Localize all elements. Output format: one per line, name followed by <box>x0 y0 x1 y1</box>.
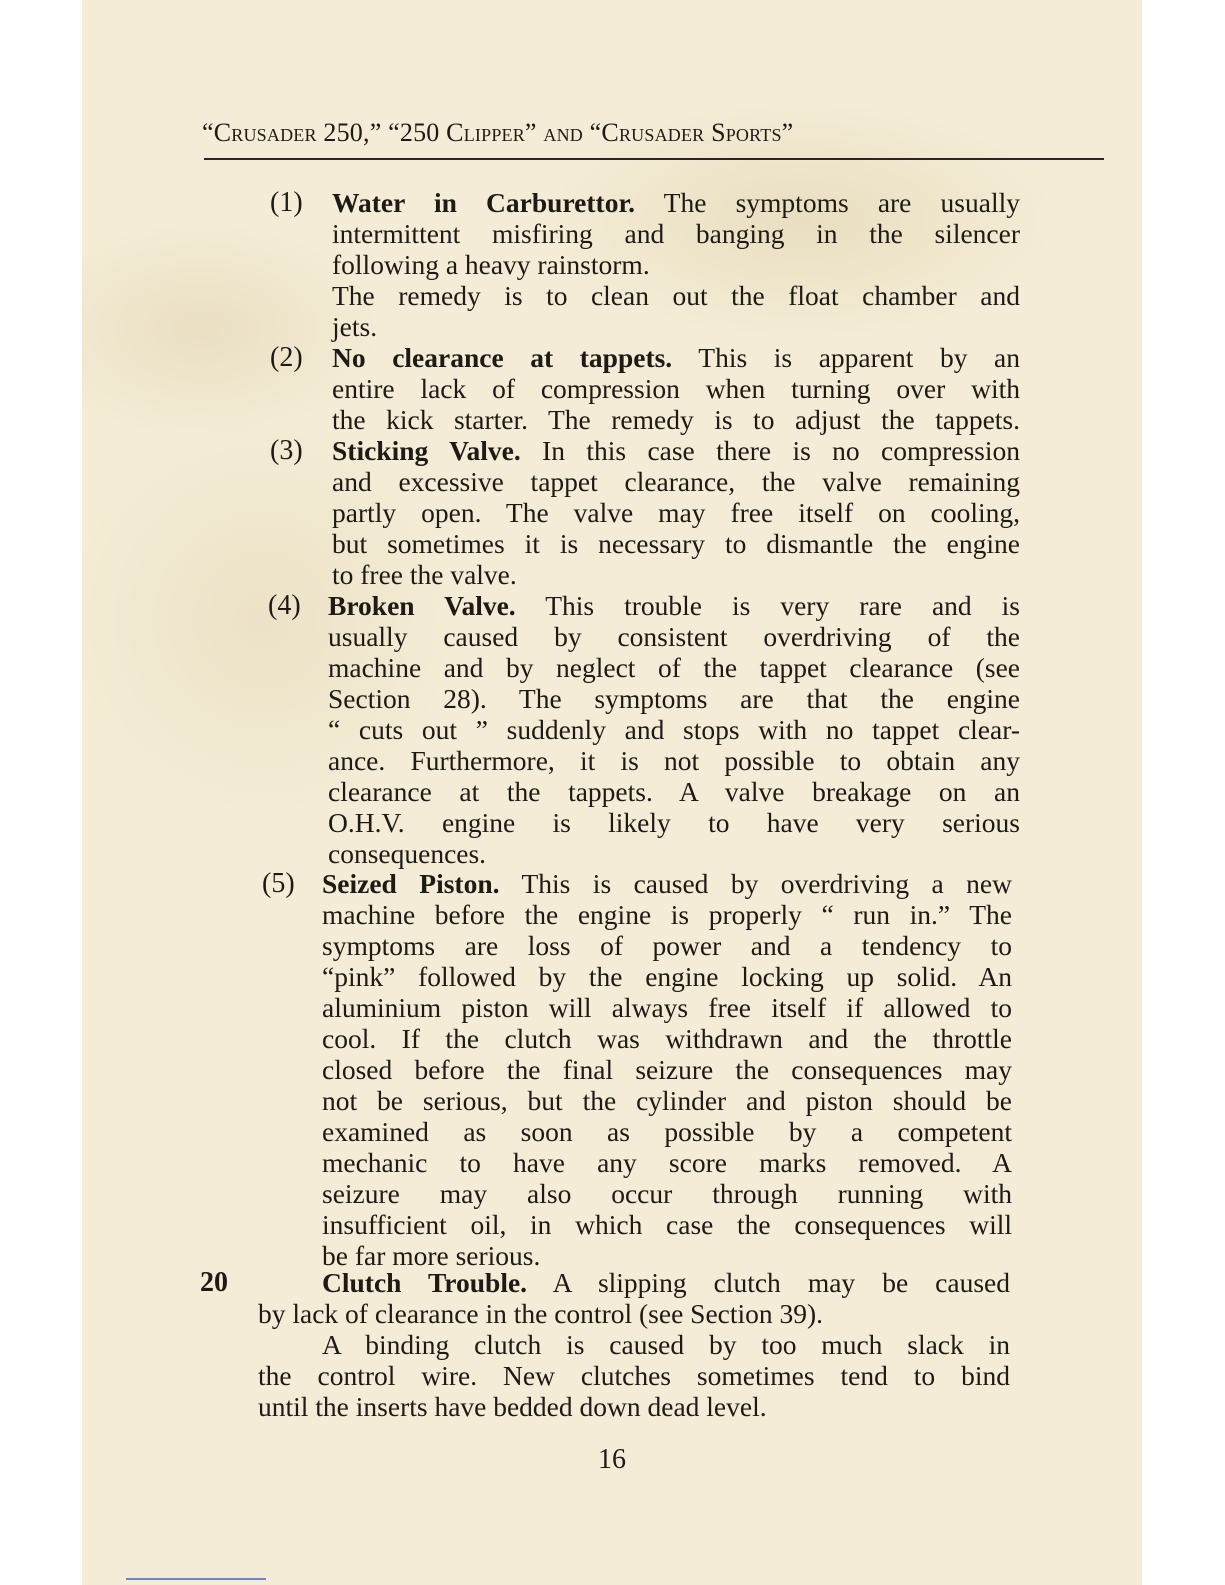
item-line: symptoms are loss of power and a tendency to <box>322 930 1012 961</box>
item-line: entire lack of compression when turning over with <box>332 373 1020 404</box>
item-line: examined as soon as possible by a competent <box>322 1116 1012 1147</box>
item-line: but sometimes it is necessary to dismantle the engine <box>332 528 1020 559</box>
item-first-line <box>328 590 1020 621</box>
item-line: O.H.V. engine is likely to have very serious <box>328 807 1020 838</box>
header-rule <box>204 158 1104 160</box>
item-line: be far more serious. <box>322 1240 541 1271</box>
item-line: “pink” followed by the engine locking up solid. An <box>322 961 1012 992</box>
item-line: aluminium piston will always free itself if allowed to <box>322 992 1012 1023</box>
section-first-line <box>322 1267 1010 1298</box>
item-title: Broken Valve. <box>328 590 516 621</box>
section-text: A slipping clutch may be caused <box>552 1267 1011 1298</box>
item-text: This is apparent by an <box>698 342 1020 373</box>
item-line: ance. Furthermore, it is not possible to obtain any <box>328 745 1020 776</box>
item-number: (2) <box>270 342 303 373</box>
item-line: not be serious, but the cylinder and piston should be <box>322 1085 1012 1116</box>
item-text: This is caused by overdriving a new <box>521 868 1012 899</box>
item-text: The symptoms are usually <box>663 187 1020 218</box>
scan-edge-mark <box>126 1578 266 1580</box>
running-head: “Crusader 250,” “250 Clipper” and “Crusader Sports” <box>202 118 794 147</box>
item-number: (5) <box>262 868 295 899</box>
section-line: the control wire. New clutches sometimes tend to bind <box>258 1360 1010 1391</box>
item-title: No clearance at tappets. <box>332 342 673 373</box>
item-line: The remedy is to clean out the float chamber and <box>332 280 1020 311</box>
item-title: Sticking Valve. <box>332 435 521 466</box>
item-line: and excessive tappet clearance, the valve remaining <box>332 466 1020 497</box>
item-line: cool. If the clutch was withdrawn and the throttle <box>322 1023 1012 1054</box>
item-title: Water in Carburettor. <box>332 187 635 218</box>
item-first-line <box>322 868 1012 899</box>
page-number: 16 <box>598 1444 626 1475</box>
section-line: by lack of clearance in the control (see Section 39). <box>258 1298 824 1329</box>
item-line: consequences. <box>328 838 487 869</box>
item-number: (3) <box>270 435 303 466</box>
book-page <box>82 0 1142 1585</box>
item-line: insufficient oil, in which case the consequences will <box>322 1209 1012 1240</box>
item-first-line <box>332 435 1020 466</box>
section-line: A binding clutch is caused by too much slack in <box>322 1329 1010 1360</box>
item-line: usually caused by consistent overdriving of the <box>328 621 1020 652</box>
item-number: (1) <box>270 187 303 218</box>
item-line: machine before the engine is properly “ run in.” The <box>322 899 1012 930</box>
item-line: following a heavy rainstorm. <box>332 249 650 280</box>
item-first-line <box>332 187 1020 218</box>
item-line: Section 28). The symptoms are that the engine <box>328 683 1020 714</box>
item-line: closed before the final seizure the consequences may <box>322 1054 1012 1085</box>
item-line: jets. <box>332 311 378 342</box>
item-number: (4) <box>268 590 301 621</box>
item-title: Seized Piston. <box>322 868 500 899</box>
item-line: clearance at the tappets. A valve breakage on an <box>328 776 1020 807</box>
item-text: In this case there is no compression <box>542 435 1021 466</box>
item-line: the kick starter. The remedy is to adjust the tappets. <box>332 404 1020 435</box>
item-line: seizure may also occur through running with <box>322 1178 1012 1209</box>
item-line: “ cuts out ” suddenly and stops with no tappet clear- <box>328 714 1020 745</box>
item-line: machine and by neglect of the tappet clearance (see <box>328 652 1020 683</box>
section-line: until the inserts have bedded down dead level. <box>258 1391 767 1422</box>
item-line: intermittent misfiring and banging in the silencer <box>332 218 1020 249</box>
section-title: Clutch Trouble. <box>322 1267 528 1298</box>
item-text: This trouble is very rare and is <box>545 590 1020 621</box>
item-line: to free the valve. <box>332 559 517 590</box>
item-line: partly open. The valve may free itself on cooling, <box>332 497 1020 528</box>
section-number: 20 <box>200 1267 228 1298</box>
item-line: mechanic to have any score marks removed. A <box>322 1147 1012 1178</box>
item-first-line <box>332 342 1020 373</box>
